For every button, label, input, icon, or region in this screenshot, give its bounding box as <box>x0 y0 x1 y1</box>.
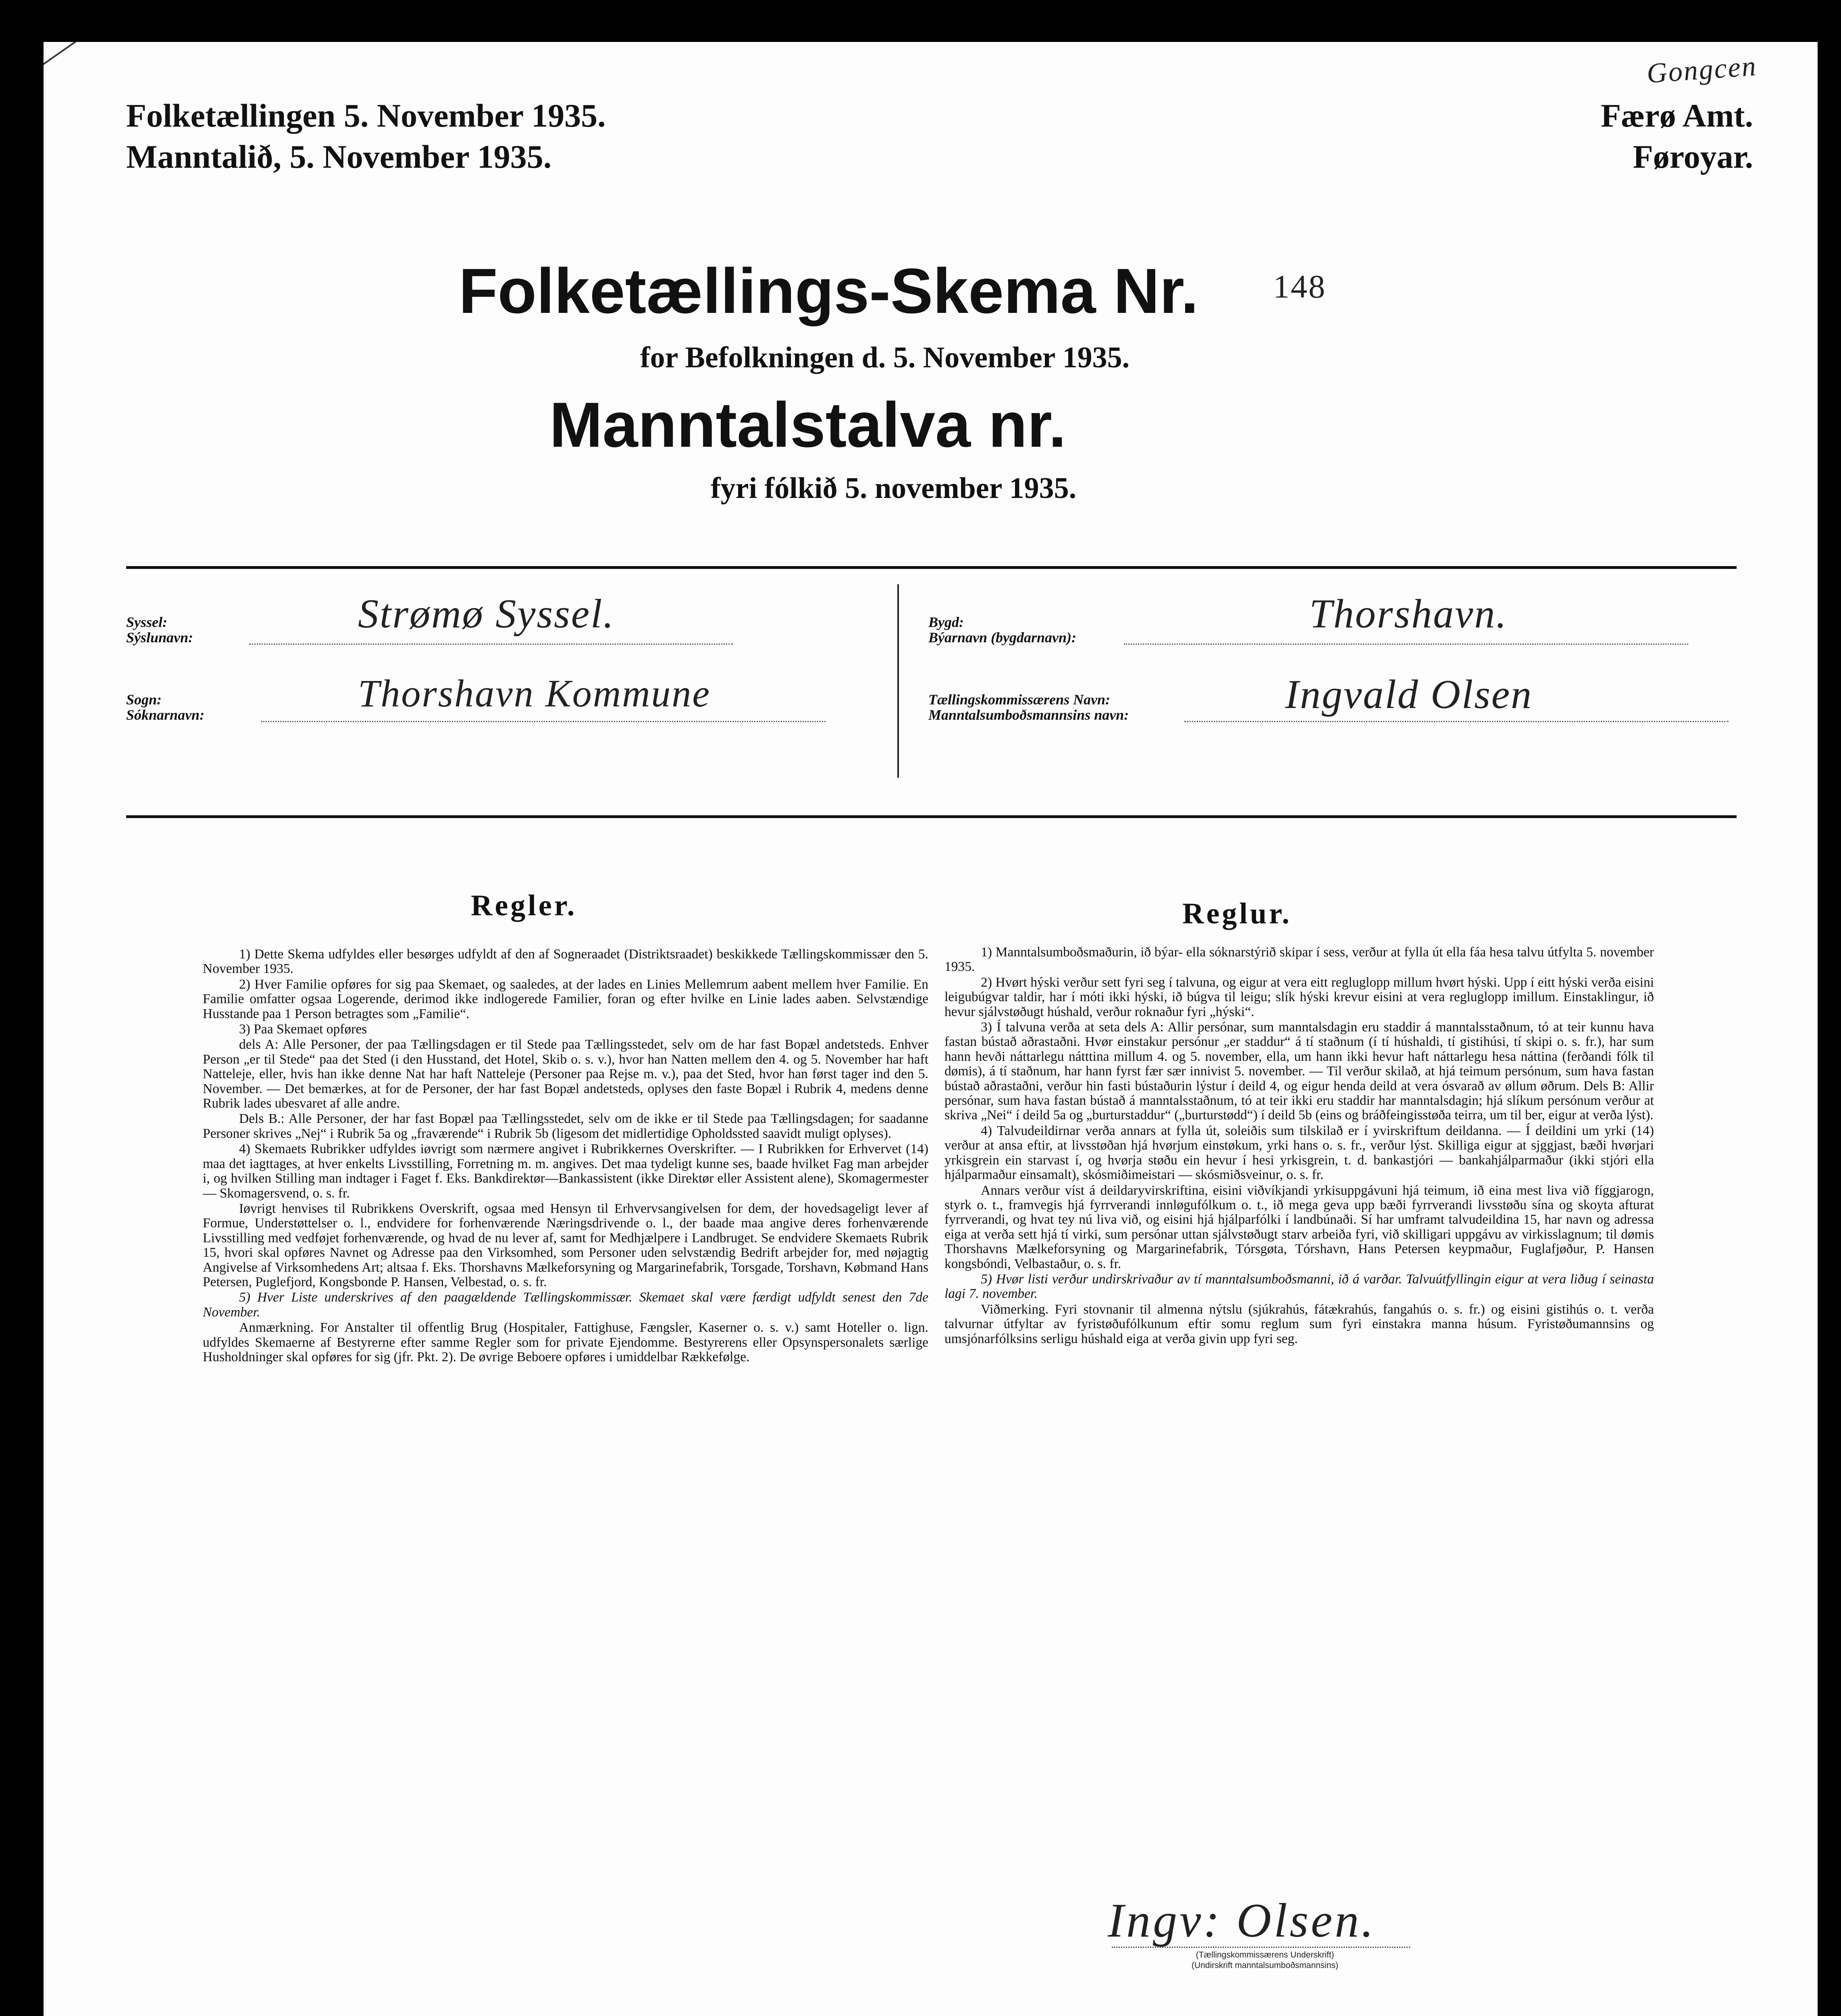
sogn-label-fo: Sóknarnavn: <box>126 707 205 723</box>
rules-da-p3a: dels A: Alle Personer, der paa Tællingsdagen er til Stede paa Tællingsstedet, selv om de har fast Bopæl andetsteds. Enhver Person „er til Stede“ paa det Sted (i den Husstand, det Hotel, Skib o. s. v.), hvor han Natten mellem den 4. og 5. November har haft Natteleje, eller, hvis han ikke denne Nat har haft Natteleje (Personer paa Rejse m. v.), paa det Sted, hvor han først tager ind den 5. November. — Det bemærkes, at for de Personer, der har fast Bopæl andetsteds, oplyses den faste Bopæl i Rubrik 4, medens denne Rubrik lades ubesvaret af alle andre. <box>203 1037 928 1111</box>
rules-da-note: Anmærkning. For Anstalter til offentlig Brug (Hospitaler, Fattighuse, Fængsler, Kaserner o. s. v.) samt Hoteller o. lign. udfyldes Skemaerne af Bestyrerne efter samme Regler som for private Ejendomme. Bestyrerens eller Opsynspersonalets særlige Husholdninger skal opføres for sig (jfr. Pkt. 2). De øvrige Beboere opføres i umiddelbar Rækkefølge. <box>203 1320 928 1364</box>
form-title: Folketællings-Skema Nr. <box>459 256 1199 327</box>
commissioner-label: Tællingskommissærens Navn: <box>928 691 1111 708</box>
rules-fo-p4b: Annars verður víst á deildaryvirskriftina, eisini viðvíkjandi yrkisuppgávuni hjá teimum, ið eina mest liva við fíggjarogn, styrk o. t., framvegis hjá fyrrverandi innløgufólkum o. t., ið mega geva upp bæði fyrrverandi livsstøðu sína og skoyta afturat fyrrverandi, og hvat tey nú liva við, og eisini hjá hjálparfólki í landbúnaði. Sí har umframt talvudeildina 15, har navn og adressa eiga at verða sett hjá tí virki, sum persónar uttan sjálvstøðugt starv arbeiða fyri, við skilligari uppgávu av virkisslagnum; til dømis Thorshavns Mælkeforsyning og Margarinefabrik, Tórsgøta, Tórshavn, Hans Petersen keypmaður, Fuglafjøður, P. Hansen kongsbóndi, Velbastaður, o. s. fr. <box>944 1183 1654 1271</box>
sysset-label-fo: Sýslunavn: <box>126 629 193 646</box>
rules-fo-p2: 2) Hvørt hýski verður sett fyri seg í talvuna, og eigur at vera eitt regluglopp millum hvørt hýski. Upp í eitt hýski verða eisini leigubúgvar taldir, har í móti ikki hýski, ið búgva til leigu; slík hýski krevur eisini at vera regluglopp imillum. Einstaklingur, ið hevur sjálvstøðugt húshald, verður roknaður fyri „hýski“. <box>944 975 1654 1019</box>
rules-fo-title: Reglur. <box>1182 897 1292 930</box>
signature-caption: (Tællingskommissærens Underskrift) <box>1196 1950 1334 1960</box>
census-form-page <box>44 42 1818 2016</box>
rules-fo-p5: 5) Hvør listi verður undirskrivaður av tí manntalsumboðsmanni, ið á varðar. Talvuútfyllingin eigur at vera liðug í seinasta lagi 7. november. <box>944 1271 1654 1302</box>
field-block-top-rule <box>126 566 1737 569</box>
commissioner-signature: Ingv: Olsen. <box>1108 1893 1376 1947</box>
commissioner-value[interactable]: Ingvald Olsen <box>1285 672 1533 717</box>
field-block-divider <box>897 584 899 778</box>
bygd-value[interactable]: Thorshavn. <box>1309 591 1508 637</box>
rules-da-p2: 2) Hver Familie opføres for sig paa Skemaet, og saaledes, at der lades en Linies Mellemrum aabent mellem hver Familie. En Familie omfatter ogsaa Logerende, derimod ikke indlogerede Familier, foran og efter hvilke en Linie lades aaben. Selvstændige Husstande paa 1 Person betragtes som „Familie“. <box>203 977 928 1021</box>
sogn-value[interactable]: Thorshavn Kommune <box>358 672 711 715</box>
rules-da-p1: 1) Dette Skema udfyldes eller besørges udfyldt af den af Sogneraadet (Distriktsraadet) beskikkede Tællingskommissær den 5. November 1935. <box>203 947 928 977</box>
bygd-underline <box>1124 644 1688 645</box>
rules-da-p5: 5) Hver Liste underskrives af den paagældende Tællingskommissær. Skemaet skal være færdigt udfyldt senest den 7de November. <box>203 1290 928 1320</box>
rules-fo-note: Viðmerking. Fyri stovnanir til almenna nýtslu (sjúkrahús, fátækrahús, fangahús o. s. fr.) og eisini gistihús o. t. verða talvurnar útfyltar av fyristøðufólkunum eftir somu reglum sum fyri einstakra manna húsum. Fyristøðumannsins og umsjónarfólksins serligu húshald eiga at verða givin upp fyri seg. <box>944 1302 1654 1346</box>
header-line1-left: Folketællingen 5. November 1935. <box>126 97 606 134</box>
rules-da-p4b: Iøvrigt henvises til Rubrikkens Overskrift, ogsaa med Hensyn til Erhvervsangivelsen for dem, der hovedsageligt lever af Formue, Understøttelser o. l., endvidere for forhenværende Næringsdrivende o. l., der baade maa angive deres forhenværende Livsstilling med vedføjet forhenværende, og hvad de nu lever af, samt for Medhjælpere i Landbruget. Se endvidere Skemaets Rubrik 15, hvori skal opføres Navnet og Adresse paa den Virksomhed, som Personer uden selvstændig Bedrift arbejder for, med nøjagtig Angivelse af Virksomhedens Art; altsaa f. Eks. Thorshavns Mælkeforsyning og Margarinefabrik, Torsgade, Torshavn, Købmand Hans Petersen, Puglefjord, Kongsbonde P. Hansen, Velbestad, o. s. fr. <box>203 1201 928 1289</box>
rules-da-p4: 4) Skemaets Rubrikker udfyldes iøvrigt som nærmere angivet i Rubrikkernes Overskrifter. — I Rubrikken for Erhvervet (14) maa det iagttages, at hver enkelts Livsstilling, Forretning m. m. angives. Det maa tydeligt kunne ses, baade hvilket Fag man arbejder i, og hvilken Stilling man indtager i Faget f. Eks. Bankdirektør—Bankassistent (ikke Direktør eller Assistent alene), Skomagermester — Skomagersvend, o. s. fr. <box>203 1141 928 1201</box>
field-block-bottom-rule <box>126 815 1737 818</box>
commissioner-label-fo: Manntalsumboðsmannsins navn: <box>928 707 1129 723</box>
rules-da-p3b: Dels B.: Alle Personer, der har fast Bopæl paa Tællingsstedet, selv om de ikke er til Stede paa Tællingsdagen; for saadanne Personer skrives „Nej“ i Rubrik 5a og „fraværende“ i Rubrik 5b (ligesom det midlertidige Opholdssted saavidt muligt oplyses). <box>203 1111 928 1141</box>
corner-handwritten-note: Gongcen <box>1645 50 1758 90</box>
signature-caption-fo: (Undirskrift manntalsumboðsmannsins) <box>1191 1961 1339 1970</box>
sysset-label: Syssel: <box>126 614 167 630</box>
form-number: 148 <box>1273 268 1326 305</box>
header-line1-right: Færø Amt. <box>1600 97 1753 134</box>
commissioner-underline <box>1184 721 1729 722</box>
rules-da-p3: 3) Paa Skemaet opføres <box>239 1022 367 1037</box>
rules-fo-column <box>944 945 1654 1347</box>
sysset-value[interactable]: Strømø Syssel. <box>358 591 615 637</box>
form-title-fo: Manntalstalva nr. <box>549 389 1066 460</box>
form-subtitle-fo: fyri fólkið 5. november 1935. <box>711 472 1077 505</box>
header-line2-right: Føroyar. <box>1633 138 1753 175</box>
sogn-label: Sogn: <box>126 691 162 708</box>
rules-da-column <box>203 947 928 1365</box>
rules-da-title: Regler. <box>471 889 577 922</box>
bygd-label: Bygd: <box>928 614 964 630</box>
rules-fo-p4: 4) Talvudeildirnar verða annars at fylla út, soleiðis sum tilskilað er í yvirskriftum deildanna. — Í deildini um yrki (14) verður at ansa eftir, at livsstøðan hjá hvørjum einstøkum, yrki hans o. s. fr., verður lýst. Skilliga eigur at sjggjast, bæði hvørjari yrkisgrein ein starvast í, og hvørja støðu ein hevur í hesi yrkisgrein, t. d. bankastjóri — bankahjálparmaður (ikki stjóri ella hjálparmaður einsamalt), skósmiðimeistari — skósmiðsveinur, o. s. fr. <box>944 1123 1654 1183</box>
rules-fo-p1: 1) Manntalsumboðsmaðurin, ið býar- ella sóknarstýrið skipar í sess, verður at fylla út ella fáa hesa talvu útfylta 5. november 1935. <box>944 945 1654 975</box>
sysset-underline <box>249 644 733 645</box>
sogn-underline <box>261 721 826 722</box>
rules-fo-p3: 3) Í talvuna verða at seta dels A: Allir persónar, sum manntalsdagin eru staddir á manntalsstaðnum, tó at teir kunnu hava fastan bústað aðrastaðni. Hvør einstakur persónur „er staddur“ á tí staðnum (í tí húshaldi, tí gistihúsi, tí skipi o. s. fr.), har sum hann hevði náttarlegu nátttina millum 4. og 5. november, ella, um hann ikki hevur haft náttarlegu hesa náttina (ferðandi fólk til dømis), á tí staðnum, har hann fyrst fær sær innivist 5. november. — Til verður skilað, at hjá teimum persónum, sum hava fastan bústað aðrastaðni, verður hin fasti bústaðurin lýstur í deild 4, og eigur henda deild at vera ósvarað av øllum øðrum. Dels B: Allir persónar, sum hava fastan bústað á manntalsstaðnum, tó at teir ikki eru staddir har manntalsdagin; hjá slíkum persónum verður at skriva „Nei“ í deild 5a og „burturstaddur“ („burturstødd“) í deild 5b (eins og bráðfeingisstøða teirra, um til ber, eigur at verða lýst). <box>944 1020 1654 1123</box>
signature-underline <box>1112 1947 1410 1948</box>
header-line2-left: Manntalið, 5. November 1935. <box>126 138 552 175</box>
corner-pen-mark <box>44 42 96 68</box>
form-subtitle: for Befolkningen d. 5. November 1935. <box>640 341 1130 374</box>
bygd-label-fo: Býarnavn (bygdarnavn): <box>928 629 1076 646</box>
